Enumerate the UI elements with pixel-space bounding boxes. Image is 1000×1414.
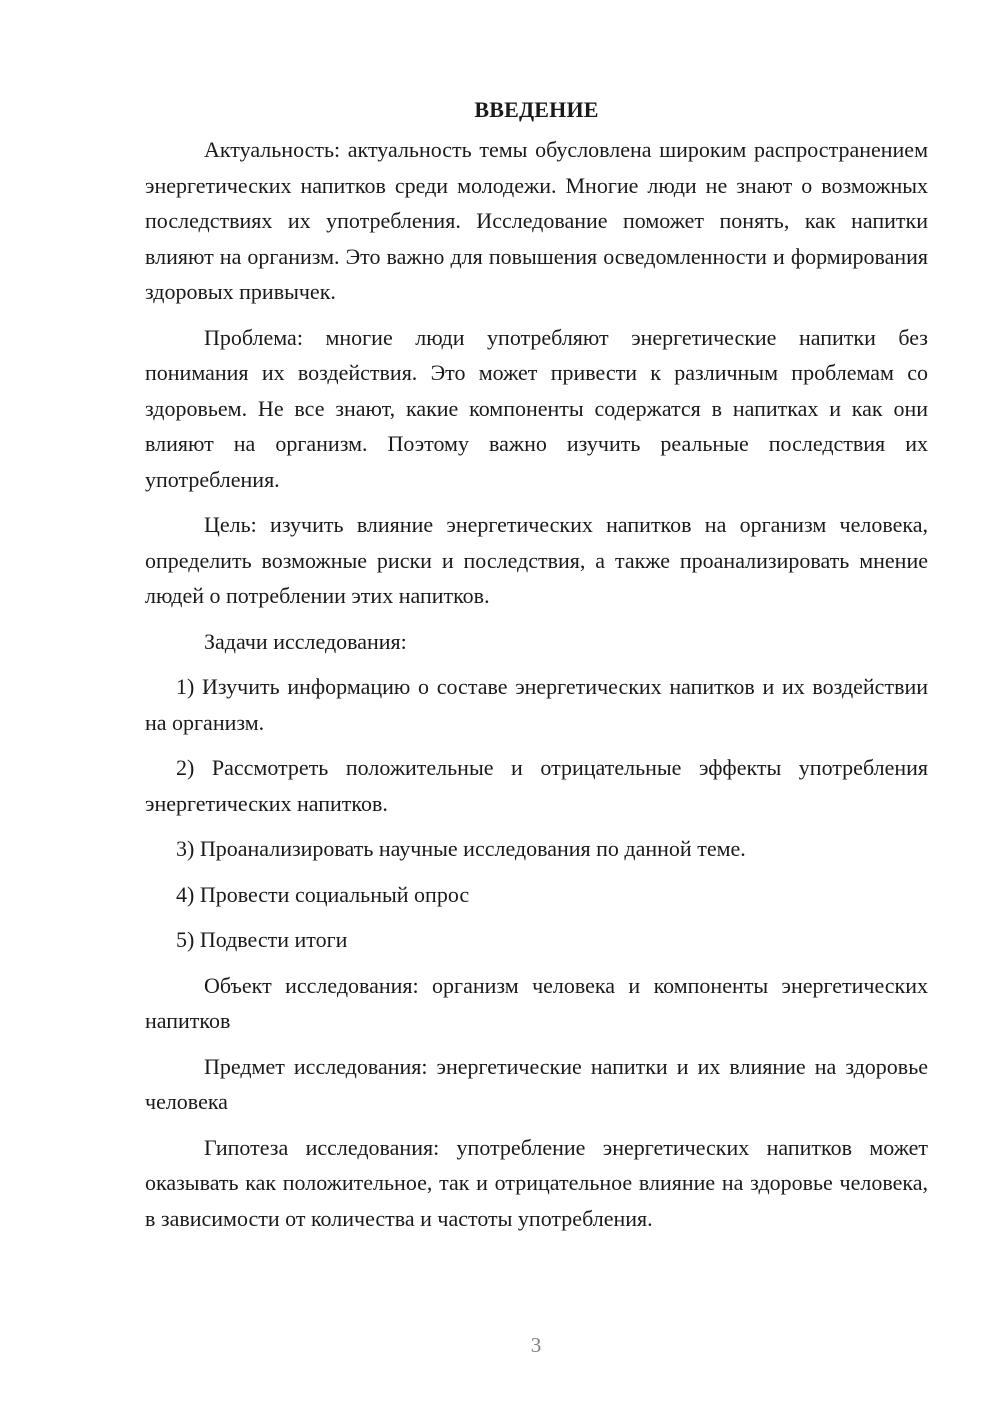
subject-paragraph: Предмет исследования: энергетические напитки и их влияние на здоровье человека <box>145 1053 928 1114</box>
relevance-paragraph: Актуальность: актуальность темы обусловлена широким распространением энергетических напитков среди молодежи. Многие люди не знают о возможных последствиях их употребления. Исследование поможет понять, как напитки влияют на организм. Это важно для повышения осведомленности и формирования здоровых привычек. <box>145 137 928 304</box>
task-item: 5) Подвести итоги <box>176 927 348 952</box>
problem-paragraph: Проблема: многие люди употребляют энергетические напитки без понимания их воздействия. Это может привести к различным проблемам со здоровьем. Не все знают, какие компоненты содержатся в напитках и как они влияют на организм. Поэтому важно изучить реальные последствия их употребления. <box>145 324 928 492</box>
page-content <box>145 94 928 1246</box>
page-title: ВВЕДЕНИЕ <box>474 97 599 122</box>
object-paragraph: Объект исследования: организм человека и компоненты энергетических напитков <box>145 972 928 1033</box>
task-item: 3) Проанализировать научные исследования по данной теме. <box>176 836 746 861</box>
tasks-heading: Задачи исследования: <box>204 628 407 654</box>
hypothesis-paragraph: Гипотеза исследования: употребление энергетических напитков может оказывать как положительное, так и отрицательное влияние на здоровье человека, в зависимости от количества и частоты употребления. <box>145 1134 928 1231</box>
goal-paragraph: Цель: изучить влияние энергетических напитков на организм человека, определить возможные риски и последствия, а также проанализировать мнение людей о потреблении этих напитков. <box>145 512 928 608</box>
task-item: 1) Изучить информацию о составе энергетических напитков и их воздействии на организм. <box>145 674 928 735</box>
task-item: 2) Рассмотреть положительные и отрицательные эффекты употребления энергетических напитков. <box>145 755 928 816</box>
task-item: 4) Провести социальный опрос <box>176 881 470 907</box>
page-number: 3 <box>530 1333 542 1357</box>
